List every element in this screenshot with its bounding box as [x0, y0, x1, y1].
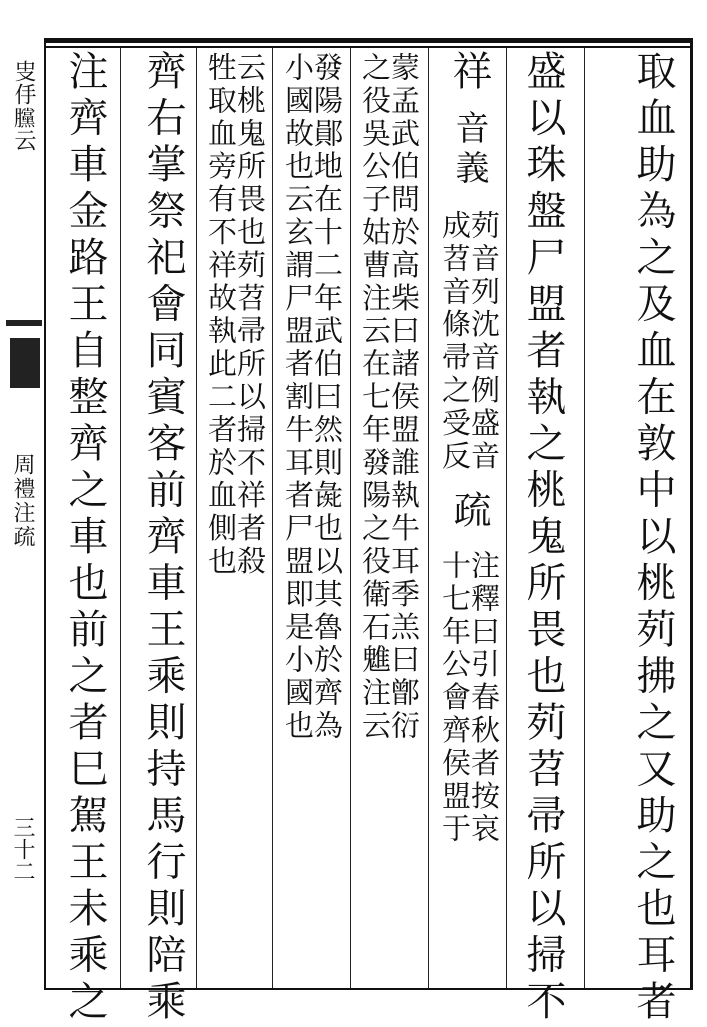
main-text-char: 祥 — [446, 50, 492, 96]
left-border-rule — [44, 38, 46, 990]
right-border-rule — [690, 38, 693, 990]
note-line-left: 牲取血旁有不祥故執此二者於血側也 — [204, 52, 238, 579]
note-line-right: 注釋曰引春秋者按哀 — [467, 550, 501, 847]
column-divider — [428, 48, 429, 988]
column-divider — [196, 48, 197, 988]
text-column-3 — [438, 50, 501, 980]
text-column-2: 盛以珠盤尸盟者執之桃鬼所畏也茢苕帚所以掃不 — [520, 50, 566, 1027]
fish-tail-block — [10, 338, 40, 388]
page-number: 三十二 — [10, 816, 35, 882]
yinyi-heading: 音義 — [449, 110, 489, 190]
text-column-7: 齊右掌祭祀會同賓客前齊車王乘則持馬行則陪乘 — [140, 50, 186, 1027]
column-divider — [120, 48, 121, 988]
note-line-right: 發陽鄖地在十二年武伯曰然則彘也以其魯於齊為 — [310, 52, 344, 743]
text-column-1: 取血助為之及血在敦中以桃茢拂之又助之也耳者 — [630, 50, 676, 1027]
note-line-right: 蒙孟武伯問於高柴曰諸侯盟誰執牛耳季羔曰鄫衍 — [387, 52, 421, 743]
book-title: 周禮注疏 — [10, 453, 35, 549]
edge-fragment-text: 㕜㐿𣎲云 — [11, 60, 36, 152]
note-line-right: 茢音列沈音例盛音 — [467, 210, 501, 474]
note-line-left: 成苕音條帚之受反 — [438, 210, 472, 474]
column-divider — [272, 48, 273, 988]
column-divider — [350, 48, 351, 988]
note-line-left: 十七年公會齊侯盟于 — [438, 550, 472, 847]
column-divider — [506, 48, 507, 988]
binding-margin — [0, 38, 44, 990]
note-line-left: 之役吳公子姑曹注云在七年發陽之役衛石魋注云 — [358, 52, 392, 743]
column-divider — [584, 48, 585, 988]
top-border-rule — [44, 38, 692, 43]
top-border-inner-rule — [44, 46, 692, 48]
fish-tail-mark — [6, 320, 42, 326]
note-line-left: 小國故也云玄謂尸盟者割牛耳者尸盟即是小國也 — [281, 52, 315, 743]
text-column-8: 注齊車金路王自整齊之車也前之者巳駕王未乘之 — [62, 50, 108, 1027]
shu-marker: 疏 — [447, 490, 491, 528]
note-line-right: 云桃鬼所畏也茢苕帚所以掃不祥者殺 — [233, 52, 267, 579]
